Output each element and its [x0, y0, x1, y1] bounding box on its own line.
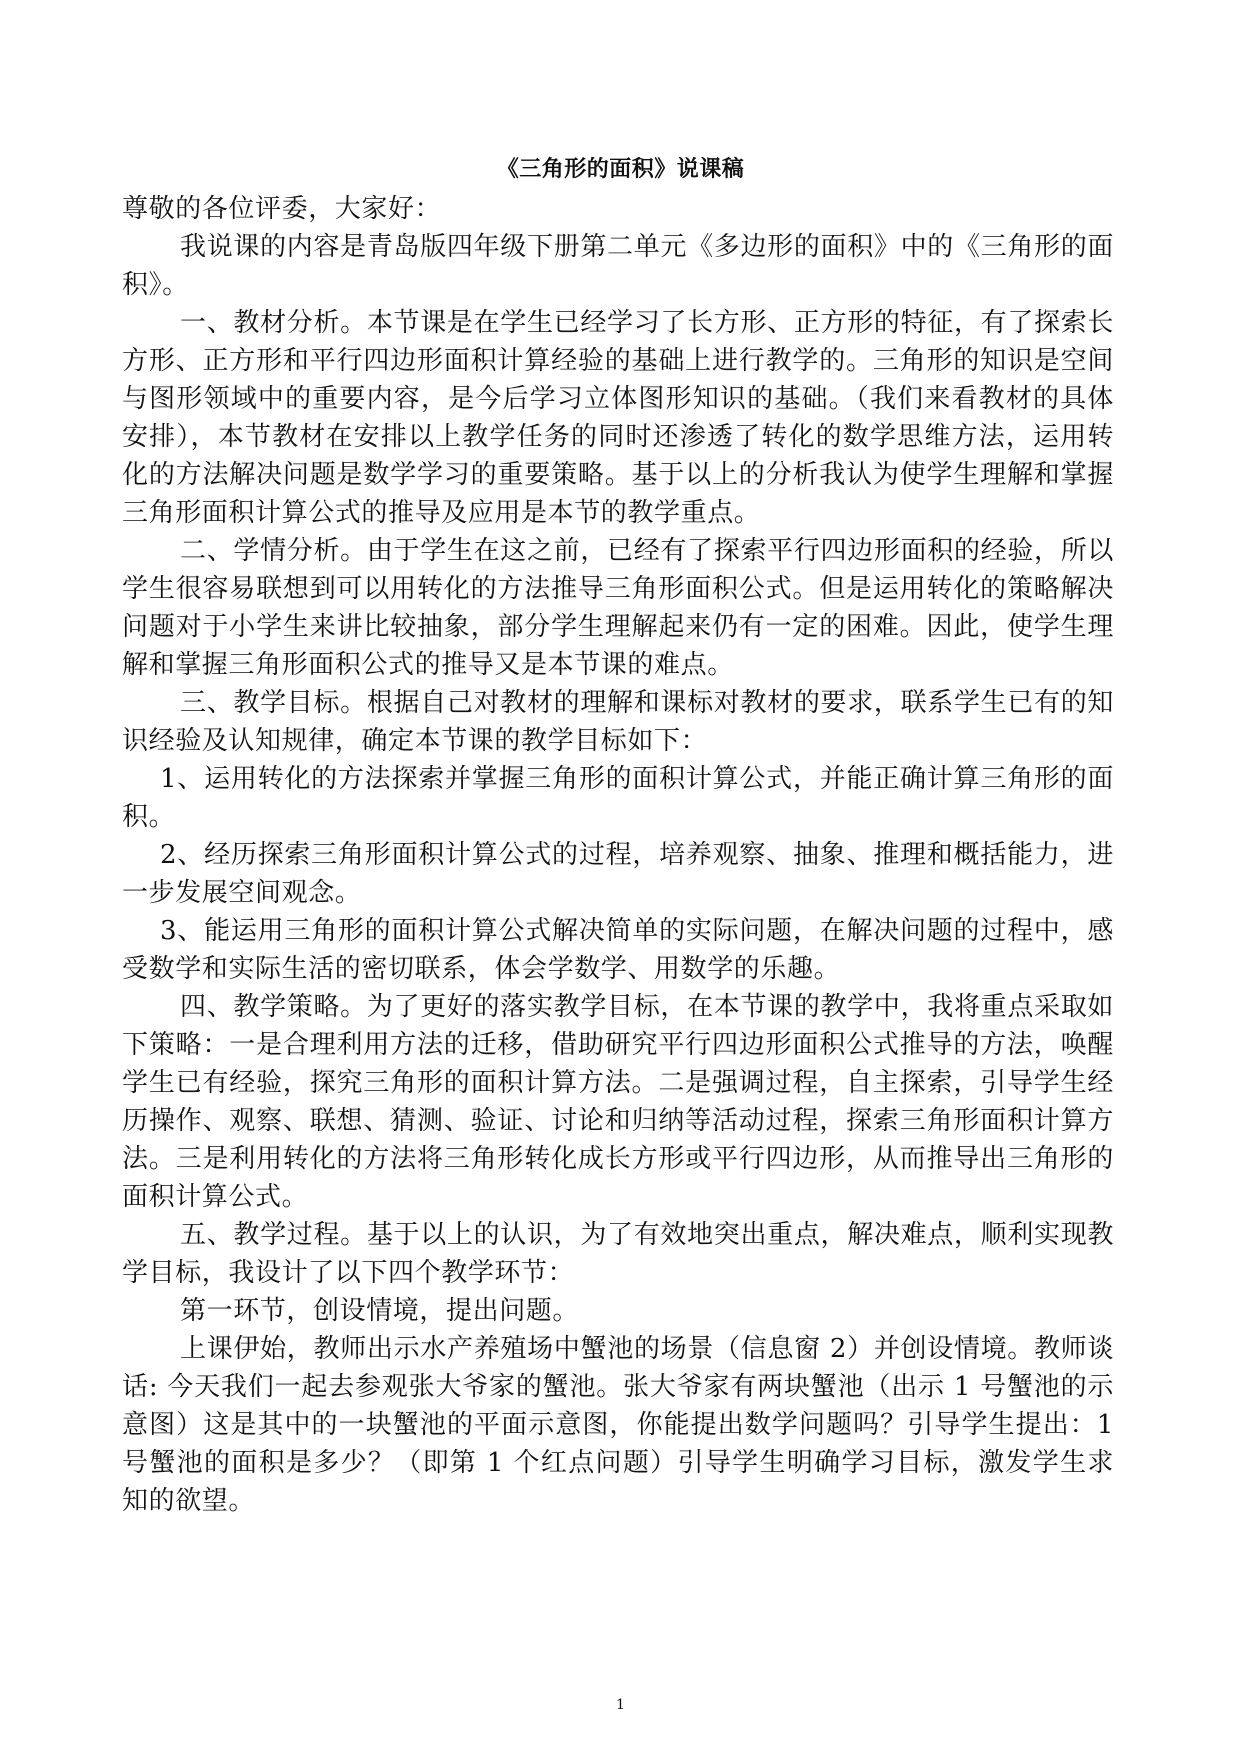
document-body [122, 190, 1114, 1520]
objective-3-paragraph: 3、能运用三角形的面积计算公式解决简单的实际问题，在解决问题的过程中，感受数学和实际生活的密切联系，体会学数学、用数学的乐趣。 [122, 916, 1114, 984]
objective-1-paragraph: 1、运用转化的方法探索并掌握三角形的面积计算公式，并能正确计算三角形的面积。 [122, 764, 1114, 832]
greeting-paragraph: 尊敬的各位评委，大家好： [122, 194, 442, 224]
stage-1-heading: 第一环节，创设情境，提出问题。 [180, 1296, 580, 1326]
stage-1-paragraph: 上课伊始，教师出示水产养殖场中蟹池的场景（信息窗 2）并创设情境。教师谈话: 今天我们一起去参观张大爷家的蟹池。张大爷家有两块蟹池（出示 1 号蟹池的示意图）这是其中的一块蟹池的平面示意图，你能提出数学问题吗？引导学生提出：1 号蟹池的面积是多少？（即第 1 个红点问题）引导学生明确学习目标，激发学生求知的欲望。 [122, 1334, 1114, 1516]
textbook-analysis-paragraph: 一、教材分析。本节课是在学生已经学习了长方形、正方形的特征，有了探索长方形、正方形和平行四边形面积计算经验的基础上进行教学的。三角形的知识是空间与图形领域中的重要内容，是今后学习立体图形知识的基础。（我们来看教材的具体安排），本节教材在安排以上教学任务的同时还渗透了转化的数学思维方法，运用转化的方法解决问题是数学学习的重要策略。基于以上的分析我认为使学生理解和掌握三角形面积计算公式的推导及应用是本节的教学重点。 [122, 308, 1114, 528]
teaching-objectives-paragraph: 三、教学目标。根据自己对教材的理解和课标对教材的要求，联系学生已有的知识经验及认知规律，确定本节课的教学目标如下： [122, 688, 1114, 756]
teaching-process-paragraph: 五、教学过程。基于以上的认识，为了有效地突出重点，解决难点，顺利实现教学目标，我设计了以下四个教学环节： [122, 1220, 1114, 1288]
objective-2-paragraph: 2、经历探索三角形面积计算公式的过程，培养观察、抽象、推理和概括能力，进一步发展空间观念。 [122, 840, 1114, 908]
student-analysis-paragraph: 二、学情分析。由于学生在这之前，已经有了探索平行四边形面积的经验，所以学生很容易联想到可以用转化的方法推导三角形面积公式。但是运用转化的策略解决问题对于小学生来讲比较抽象，部分学生理解起来仍有一定的困难。因此，使学生理解和掌握三角形面积公式的推导又是本节课的难点。 [122, 536, 1114, 680]
teaching-strategy-paragraph: 四、教学策略。为了更好的落实教学目标，在本节课的教学中，我将重点采取如下策略：一是合理利用方法的迁移，借助研究平行四边形面积公式推导的方法，唤醒学生已有经验，探究三角形的面积计算方法。二是强调过程，自主探索，引导学生经历操作、观察、联想、猜测、验证、讨论和归纳等活动过程，探索三角形面积计算方法。三是利用转化的方法将三角形转化成长方形或平行四边形，从而推导出三角形的面积计算公式。 [122, 992, 1114, 1212]
intro-paragraph: 我说课的内容是青岛版四年级下册第二单元《多边形的面积》中的《三角形的面积》。 [122, 232, 1114, 300]
page-title: 《三角形的面积》说课稿 [496, 156, 745, 182]
page-number: 1 [616, 1697, 625, 1713]
